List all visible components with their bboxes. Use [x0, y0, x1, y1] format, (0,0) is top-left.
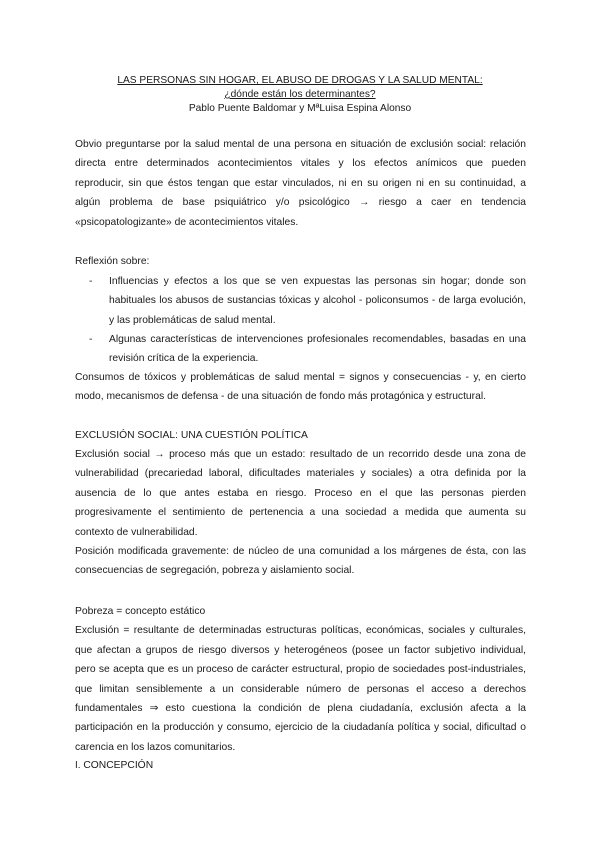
bullet-line: Influencias y efectos a los que se ven expuestas las personas sin hogar; donde son — [109, 276, 526, 287]
posicion-line: Posición modificada gravemente: de núcleo de una comunidad a los márgenes de ésta, con las — [75, 546, 526, 558]
intro-paragraph — [75, 135, 526, 232]
intro-line: directa entre determinados acontecimientos vitales y los efectos anímicos que pueden — [75, 158, 526, 170]
exclusion-def-line: carencia en los lazos comunitarios. — [75, 741, 236, 753]
document-title-line2: ¿dónde están los determinantes? — [224, 89, 376, 100]
section-heading-concepcion — [75, 756, 526, 775]
exclusion-line: progresivamente el sentimiento de pertenencia a una sociedad a medida que aumenta su — [75, 507, 526, 519]
exclusion-line: Exclusión social → proceso más que un estado: resultado de un recorrido desde una zona de — [75, 449, 526, 460]
exclusion-def-line: pero se acepta que es un proceso de carácter estructural, propio de sociedades post-industriales, — [75, 664, 526, 676]
document-authors: Pablo Puente Baldomar y MªLuisa Espina Alonso — [188, 103, 412, 114]
intro-line: reproducir, sin que éstos tengan que estar vinculados, ni en su origen ni en su continuidad, a — [75, 177, 526, 189]
exclusion-heading: EXCLUSIÓN SOCIAL: UNA CUESTIÓN POLÍTICA — [75, 430, 308, 441]
exclusion-line: contexto de vulnerabilidad. — [75, 526, 198, 538]
bullet-line: habituales los abusos de sustancias tóxicas y alcohol - policonsumos - de larga evolución, — [109, 295, 526, 307]
bullet-line: revisión crítica de la experiencia. — [109, 353, 259, 365]
exclusion-line: ausencia de lo que antes estaba en riesgo. Proceso en el que las personas pierden — [75, 487, 526, 499]
exclusion-def-line: que limitan sensiblemente a un considerable número de personas el acceso a derechos — [75, 683, 526, 695]
bullet-line: Algunas características de intervenciones profesionales recomendables, basadas en una — [109, 334, 526, 345]
exclusion-paragraph — [75, 445, 526, 581]
intro-line: Obvio preguntarse por la salud mental de una persona en situación de exclusión social: relación — [75, 139, 526, 150]
pobreza-line: Pobreza = concepto estático — [75, 606, 206, 617]
reflexion-heading: Reflexión sobre: — [75, 256, 150, 267]
consumos-line: Consumos de tóxicos y problemáticas de salud mental = signos y consecuencias - y, en cierto — [75, 372, 526, 383]
bullet-dash: - — [89, 334, 93, 345]
intro-line: algún problema de base psiquiátrico y/o psicológico → riesgo a caer en tendencia — [75, 197, 526, 209]
pobreza-paragraph — [75, 602, 526, 757]
exclusion-def-line: participación en la producción y consumo, ejercicio de la ciudadanía política y social, dificultad o — [75, 722, 526, 734]
intro-line: «psicopatologizante» de acontecimientos vitales. — [75, 216, 299, 228]
bullet-item — [75, 272, 526, 332]
exclusion-def-line: que afectan a grupos de riesgo diversos y heterogéneos (posee un factor subjetivo individual, — [75, 644, 526, 656]
bullet-dash: - — [89, 276, 93, 287]
consumos-paragraph — [75, 368, 526, 407]
document-title-line1: LAS PERSONAS SIN HOGAR, EL ABUSO DE DROGAS Y LA SALUD MENTAL: — [117, 75, 483, 86]
consumos-line: modo, mecanismos de defensa - de una situación de fondo más protagónica y estructural. — [75, 391, 486, 403]
exclusion-def-line: Exclusión = resultante de determinadas estructuras políticas, económicas, sociales y culturales, — [75, 625, 526, 637]
section-title: CONCEPCIÓN — [83, 760, 154, 771]
section-number: I. — [75, 760, 81, 771]
bullet-item — [75, 330, 526, 370]
bullet-line: y las problemáticas de salud mental. — [109, 314, 276, 326]
exclusion-line: vulnerabilidad (precariedad laboral, dificultades materiales y sociales) a otra definida por la — [75, 468, 526, 480]
exclusion-def-line: fundamentales ⇒ esto cuestiona la condición de plena ciudadanía, exclusión afecta a la — [75, 703, 526, 715]
posicion-line: consecuencias de segregación, pobreza y aislamiento social. — [75, 565, 355, 577]
